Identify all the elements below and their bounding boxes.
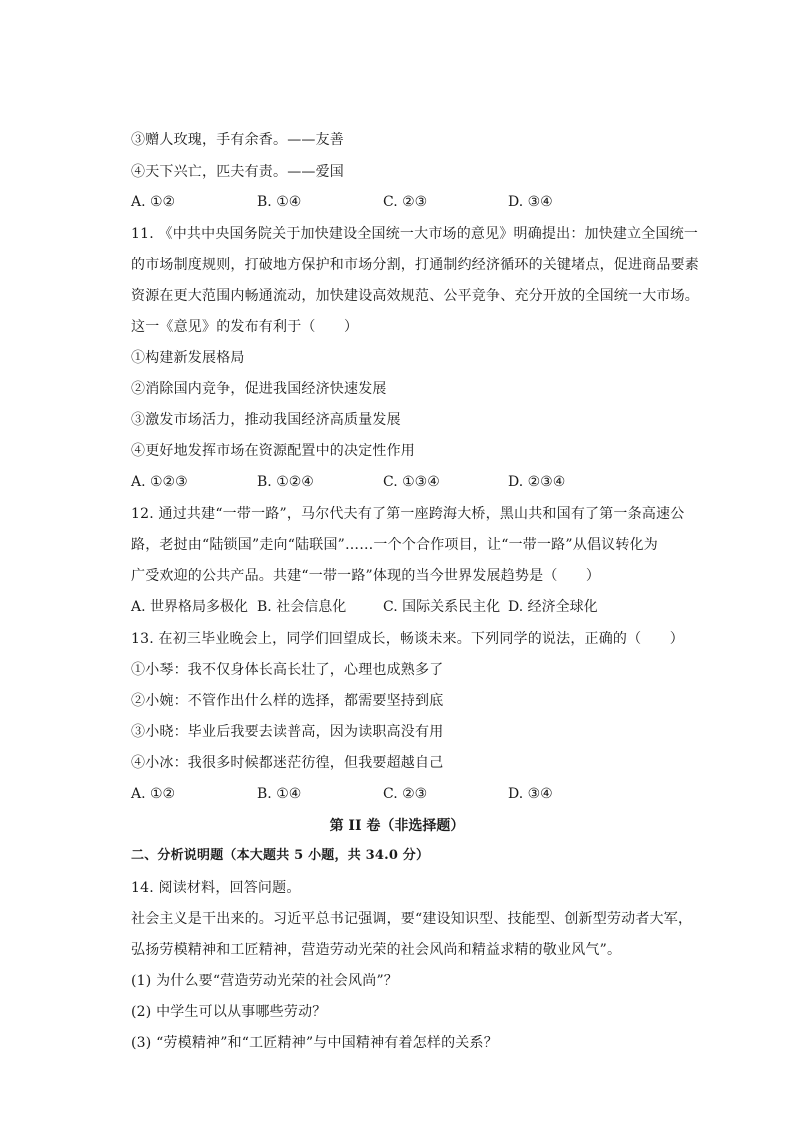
q12-stem-line-3: 广受欢迎的公共产品。共建“一带一路”体现的当今世界发展趋势是（ ）	[131, 568, 601, 584]
q11-stem-line-2: 的市场制度规则，打破地方保护和市场分割，打通制约经济循环的关键堵点，促进商品要素	[131, 257, 699, 273]
q12-stem-line-1: 12. 通过共建“一带一路”，马尔代夫有了第一座跨海大桥，黑山共和国有了第一条高速公	[131, 506, 685, 522]
q13-item-2: ②小婉：不管作出什么样的选择，都需要坚持到底	[131, 693, 444, 709]
q10-option-a: A. ①②	[131, 194, 176, 210]
q13-item-3: ③小晓：毕业后我要去读普高，因为读职高没有用	[131, 724, 444, 740]
q13-item-1: ①小琴：我不仅身体长高长壮了，心理也成熟多了	[131, 662, 444, 678]
q14-question-3: (3) “劳模精神”和“工匠精神”与中国精神有着怎样的关系？	[131, 1035, 498, 1051]
q11-item-3: ③激发市场活力，推动我国经济高质量发展	[131, 412, 401, 428]
q11-stem-line-1: 11. 《中共中央国务院关于加快建设全国统一大市场的意见》明确提出：加快建立全国统一	[131, 226, 699, 242]
q13-option-c: C. ②③	[383, 786, 428, 802]
section-heading: 二、分析说明题（本大题共 5 小题，共 34.0 分）	[131, 848, 430, 863]
q14-question-1: (1) 为什么要“营造劳动光荣的社会风尚”？	[131, 973, 398, 989]
q11-item-1: ①构建新发展格局	[131, 350, 245, 366]
q11-option-c: C. ①③④	[383, 474, 440, 490]
q10-option-c: C. ②③	[383, 194, 428, 210]
q13-option-b: B. ①④	[257, 786, 302, 802]
q13-stem: 13. 在初三毕业晚会上，同学们回望成长，畅谈未来。下列同学的说法，正确的（ ）	[131, 631, 684, 647]
section-title: 第 II 卷（非选择题）	[329, 818, 465, 834]
q12-option-d: D. 经济全球化	[508, 599, 598, 615]
q12-option-b: B. 社会信息化	[257, 599, 347, 615]
q11-stem-line-4: 这一《意见》的发布有利于（ ）	[131, 319, 359, 335]
q14-material-line-1: 社会主义是干出来的。习近平总书记强调，要“建设知识型、技能型、创新型劳动者大军，	[131, 911, 693, 927]
q11-stem-line-3: 资源在更大范围内畅通流动，加快建设高效规范、公平竞争、充分开放的全国统一大市场。	[131, 288, 699, 304]
q14-material-line-2: 弘扬劳模精神和工匠精神，营造劳动光荣的社会风尚和精益求精的敬业风气”。	[131, 942, 622, 958]
q11-option-b: B. ①②④	[257, 474, 314, 490]
q13-item-4: ④小冰：我很多时候都迷茫彷徨，但我要超越自己	[131, 755, 444, 771]
q11-item-4: ④更好地发挥市场在资源配置中的决定性作用	[131, 443, 415, 459]
q10-option-d: D. ③④	[508, 194, 553, 210]
q14-stem: 14. 阅读材料，回答问题。	[131, 880, 301, 896]
q14-question-2: (2) 中学生可以从事哪些劳动？	[131, 1004, 327, 1020]
q10-option-b: B. ①④	[257, 194, 302, 210]
q11-option-a: A. ①②③	[131, 474, 188, 490]
q12-stem-line-2: 路，老挝由“陆锁国”走向“陆联国”……一个个合作项目，让“一带一路”从倡议转化为	[131, 537, 658, 553]
q11-option-d: D. ②③④	[508, 474, 566, 490]
q13-option-a: A. ①②	[131, 786, 176, 802]
q10-item-3: ③赠人玫瑰，手有余香。——友善	[131, 132, 344, 148]
q11-item-2: ②消除国内竞争，促进我国经济快速发展	[131, 381, 387, 397]
q10-item-4: ④天下兴亡，匹夫有责。——爱国	[131, 164, 344, 180]
q13-option-d: D. ③④	[508, 786, 553, 802]
q12-option-c: C. 国际关系民主化	[383, 599, 501, 615]
q12-option-a: A. 世界格局多极化	[131, 599, 249, 615]
